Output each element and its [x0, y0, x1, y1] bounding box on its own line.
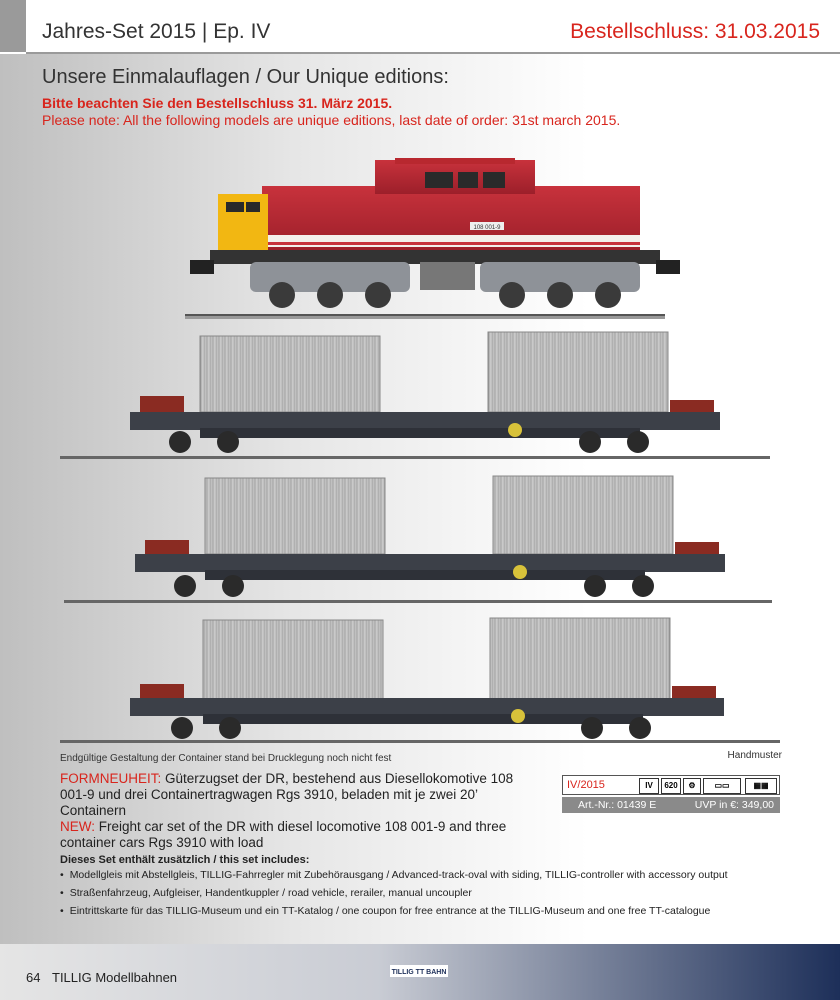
deadline-note-de: Bitte beachten Sie den Bestellschluss 31. März 2015.: [42, 95, 393, 111]
locomotive: [185, 158, 680, 319]
box-icon: ▦▦: [745, 778, 777, 794]
product-description: [60, 771, 540, 851]
deadline-note-en: Please note: All the following models are unique editions, last date of order: 31st march 2015.: [42, 112, 621, 128]
includes-list: [60, 869, 728, 923]
order-deadline: Bestellschluss: 31.03.2015: [570, 20, 820, 43]
couplers-icon: ⚙: [683, 778, 701, 794]
loco-number: 108 001-9: [473, 225, 501, 231]
section-title: Unsere Einmalauflagen / Our Unique editions:: [42, 66, 449, 88]
desc-de-text: Güterzugset der DR, bestehend aus Diesellokomotive 108 001-9 und drei Containertragwagen Rgs 3910, beladen mit je zwei 20’ Containern: [60, 771, 514, 818]
photo-caption: Endgültige Gestaltung der Container stand bei Drucklegung noch nicht fest: [60, 753, 392, 764]
list-item: • Eintrittskarte für das TILLIG-Museum und ein TT-Katalog / one coupon for free entrance at the TILLIG-Museum and one free TT-catalogue: [60, 905, 728, 923]
page-header: [0, 0, 840, 54]
includes-title: Dieses Set enthält zusätzlich / this set includes:: [60, 854, 310, 866]
price-row: [562, 797, 780, 813]
container-wagon-3: [60, 618, 780, 743]
desc-en-prefix: NEW:: [60, 819, 96, 834]
container-wagon-2: [64, 476, 772, 603]
desc-en-text: Freight car set of the DR with diesel locomotive 108 001-9 and three container cars Rgs 3910 with load: [60, 819, 507, 850]
list-item: • Straßenfahrzeug, Aufgleiser, Handentkuppler / road vehicle, rerailer, manual uncoupler: [60, 887, 728, 905]
epoch-badge: IV/2015: [567, 779, 605, 791]
price: UVP in €: 349,00: [694, 799, 774, 811]
footer-brand: TILLIG Modellbahnen: [52, 970, 178, 985]
sample-note: Handmuster: [727, 750, 782, 761]
container-wagon-1: [60, 332, 770, 459]
length-icon: 620: [661, 778, 681, 794]
header-divider: [26, 52, 840, 54]
list-item: • Modellgleis mit Abstellgleis, TILLIG-Fahrregler mit Zubehörausgang / Advanced-track-oval with siding, TILLIG-controller with accessory output: [60, 869, 728, 887]
train-set-photo: [0, 150, 840, 610]
article-number: Art.-Nr.: 01439 E: [578, 799, 657, 811]
page-title: Jahres-Set 2015 | Ep. IV: [42, 20, 271, 43]
epoch-icon: IV: [639, 778, 659, 794]
page-number: 64: [26, 970, 41, 985]
scale-icon: ▭▭: [703, 778, 741, 794]
product-icons-row: [562, 775, 780, 795]
desc-de-prefix: FORMNEUHEIT:: [60, 771, 162, 786]
product-info-box: [562, 775, 780, 813]
header-tab: [0, 0, 26, 52]
svg-text:TILLIG TT BAHN: TILLIG TT BAHN: [391, 969, 447, 976]
tillig-logo: [390, 962, 448, 980]
container-wagon-3-photo: [0, 612, 840, 747]
